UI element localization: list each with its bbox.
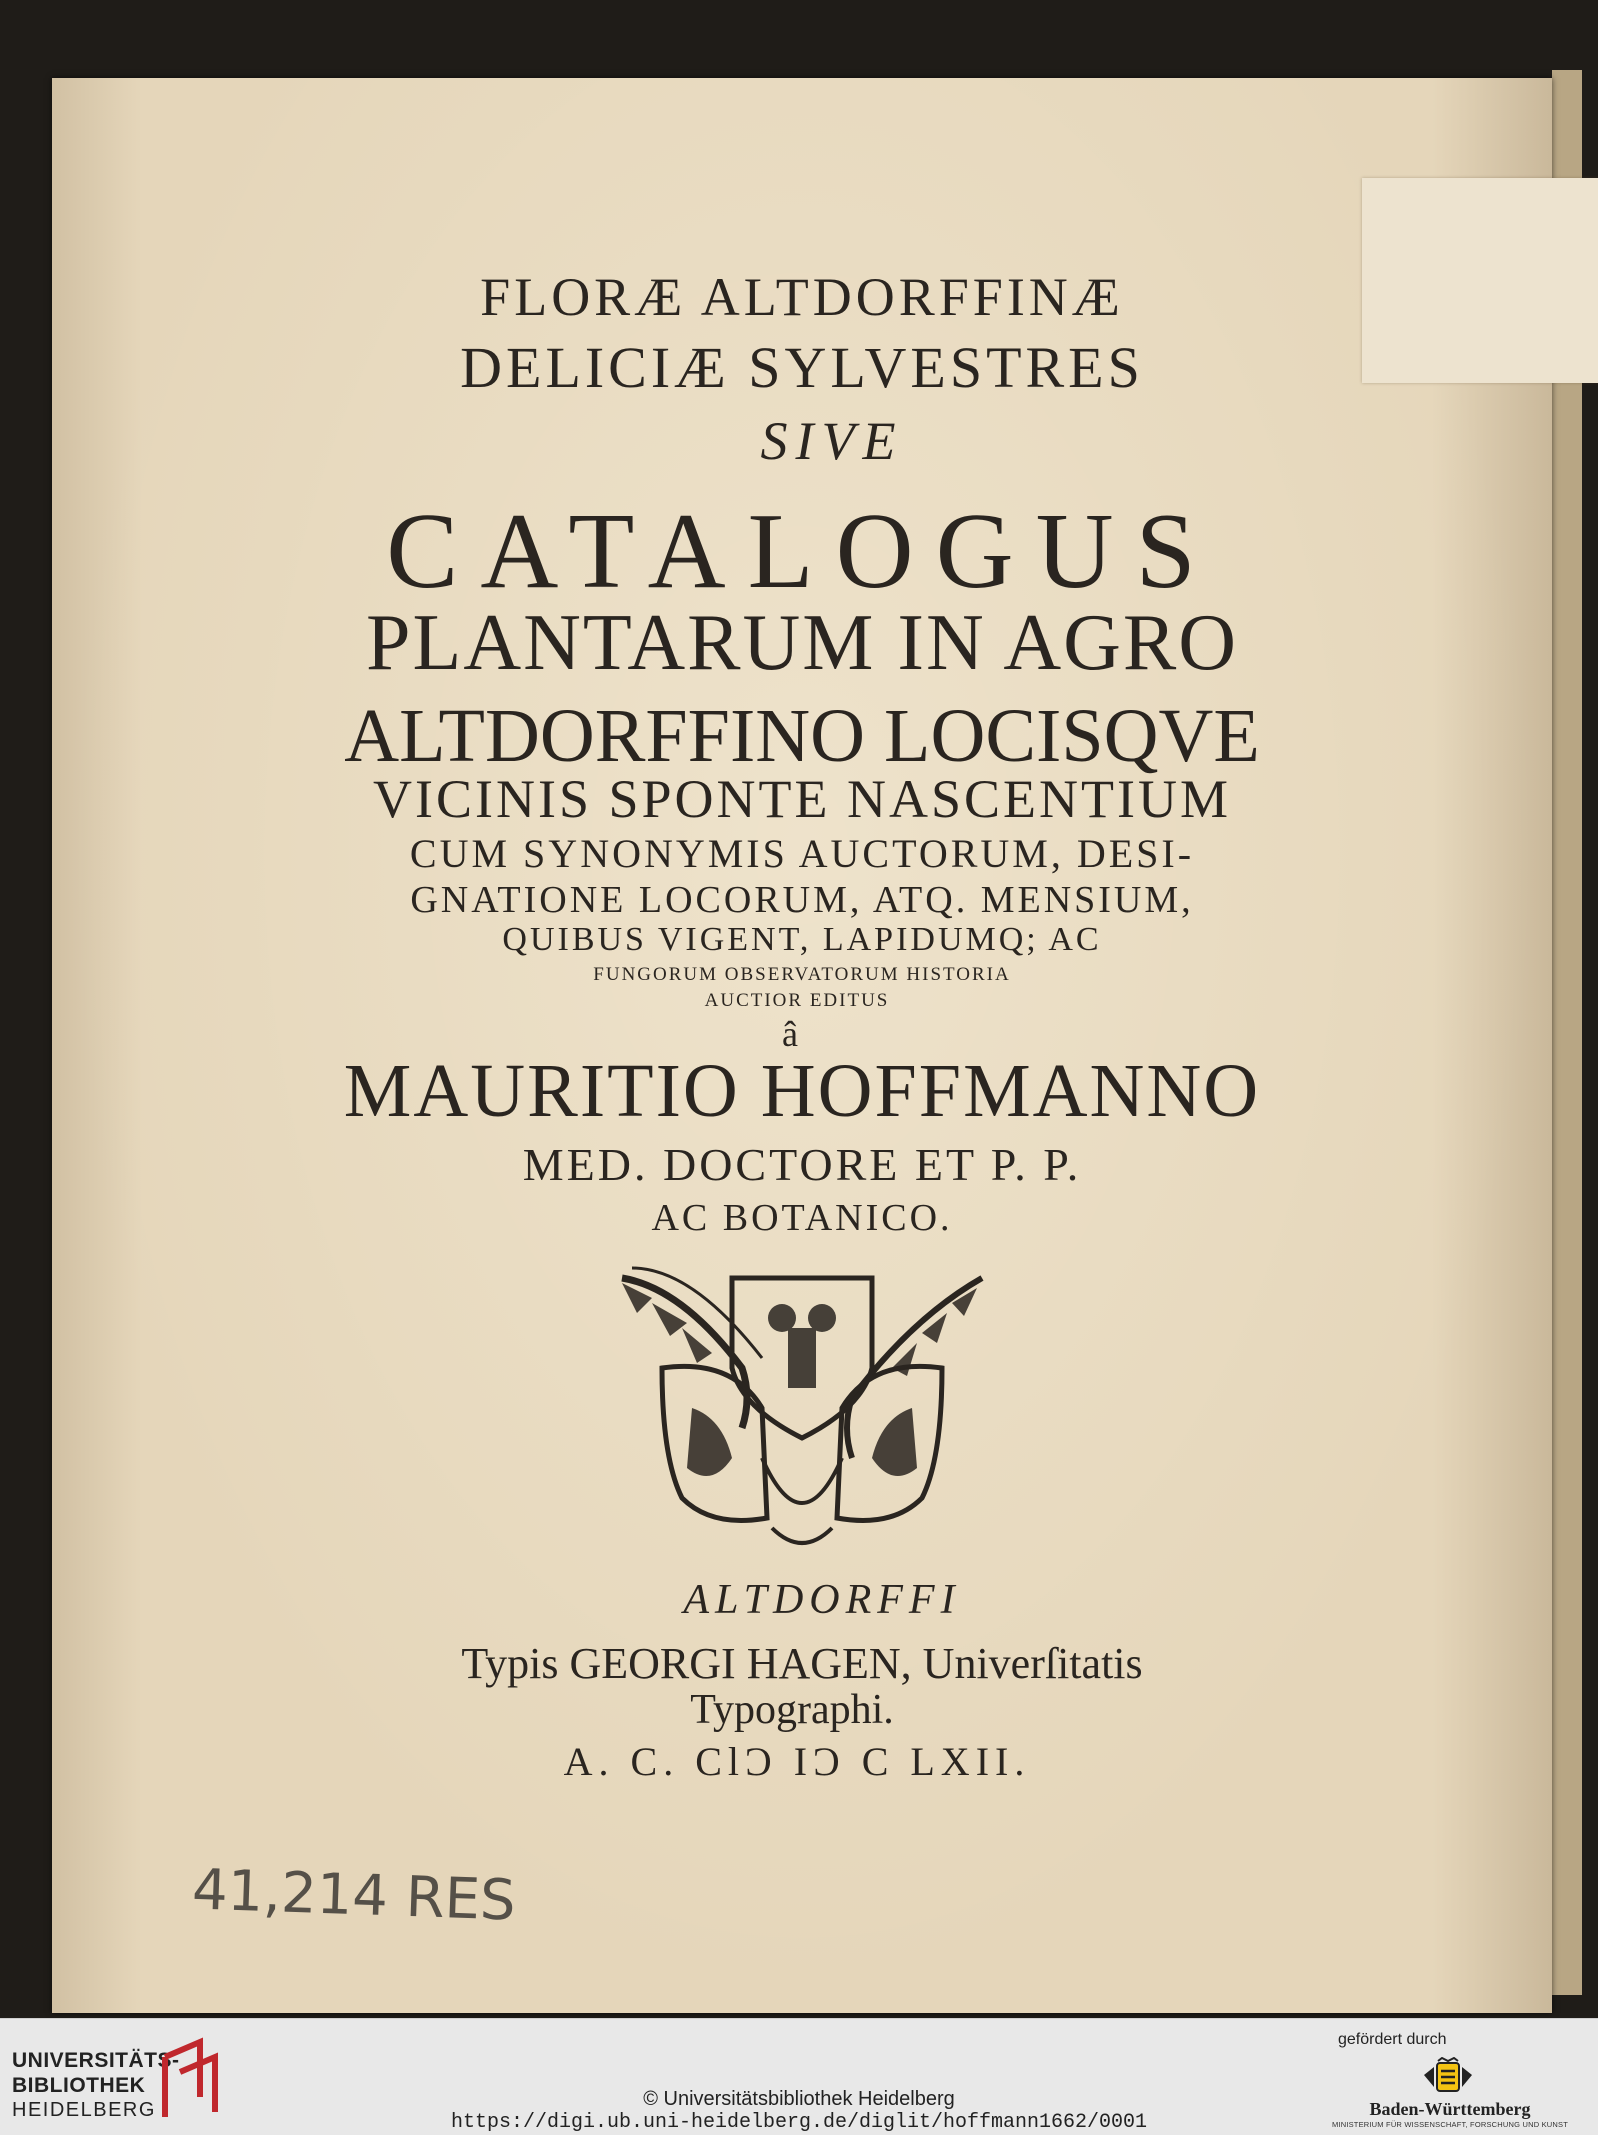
imprint-year: A. C. ClƆ IƆ C LXII. (563, 1739, 1031, 1784)
title-line-6: ALTDORFFINO LOCISQVE (344, 694, 1260, 778)
imprint-role: Typographi. (690, 1687, 894, 1733)
library-name-line-3: HEIDELBERG (12, 2099, 156, 2121)
title-line-4: CATALOGUS (386, 492, 1218, 611)
copyright-notice: © Universitätsbibliothek Heidelberg (643, 2088, 955, 2110)
title-line-12: AUCTIOR EDITUS (704, 990, 890, 1011)
preposition: â (782, 1014, 798, 1054)
permalink[interactable]: https://digi.ub.uni-heidelberg.de/diglit/hoffmann1662/0001 (450, 2111, 1148, 2134)
title-page (52, 78, 1552, 2013)
imprint-printer: Typis GEORGI HAGEN, Univerſitatis (461, 1639, 1143, 1688)
title-line-3: SIVE (760, 411, 904, 471)
coat-of-arms-woodcut (592, 1258, 1012, 1558)
author-title: MED. DOCTORE ET P. P. (522, 1139, 1082, 1190)
imprint-place: ALTDORFFI (683, 1577, 961, 1623)
handwritten-shelfmark: 41,214 RES (190, 1857, 517, 1934)
title-line-10: QUIBUS VIGENT, LAPIDUMQ; AC (502, 921, 1102, 958)
title-line-1: FLORÆ ALTDORFFINÆ (480, 267, 1124, 327)
title-line-7: VICINIS SPONTE NASCENTIUM (372, 769, 1232, 829)
title-line-9: GNATIONE LOCORUM, ATQ. MENSIUM, (410, 879, 1194, 921)
title-line-11: FUNGORUM OBSERVATORUM HISTORIA (593, 964, 1011, 985)
author-role: AC BOTANICO. (651, 1197, 953, 1239)
library-name-line-2: BIBLIOTHEK (12, 2074, 146, 2097)
viewer-footer (0, 2018, 1598, 2135)
library-name-line-1: UNIVERSITÄTS- (12, 2049, 180, 2072)
title-line-8: CUM SYNONYMIS AUCTORUM, DESI- (409, 831, 1195, 876)
author-name: MAURITIO HOFFMANNO (343, 1049, 1261, 1133)
sponsor-label: gefördert durch (1338, 2031, 1447, 2048)
title-line-2: DELICIÆ SYLVESTRES (460, 335, 1144, 400)
baden-wuerttemberg-crest-icon (1420, 2057, 1476, 2099)
title-line-5: PLANTARUM IN AGRO (365, 599, 1239, 687)
sponsor-name: Baden-Württemberg (1369, 2099, 1531, 2119)
sponsor-ministry: MINISTERIUM FÜR WISSENSCHAFT, FORSCHUNG UND KUNST (1331, 2120, 1569, 2129)
